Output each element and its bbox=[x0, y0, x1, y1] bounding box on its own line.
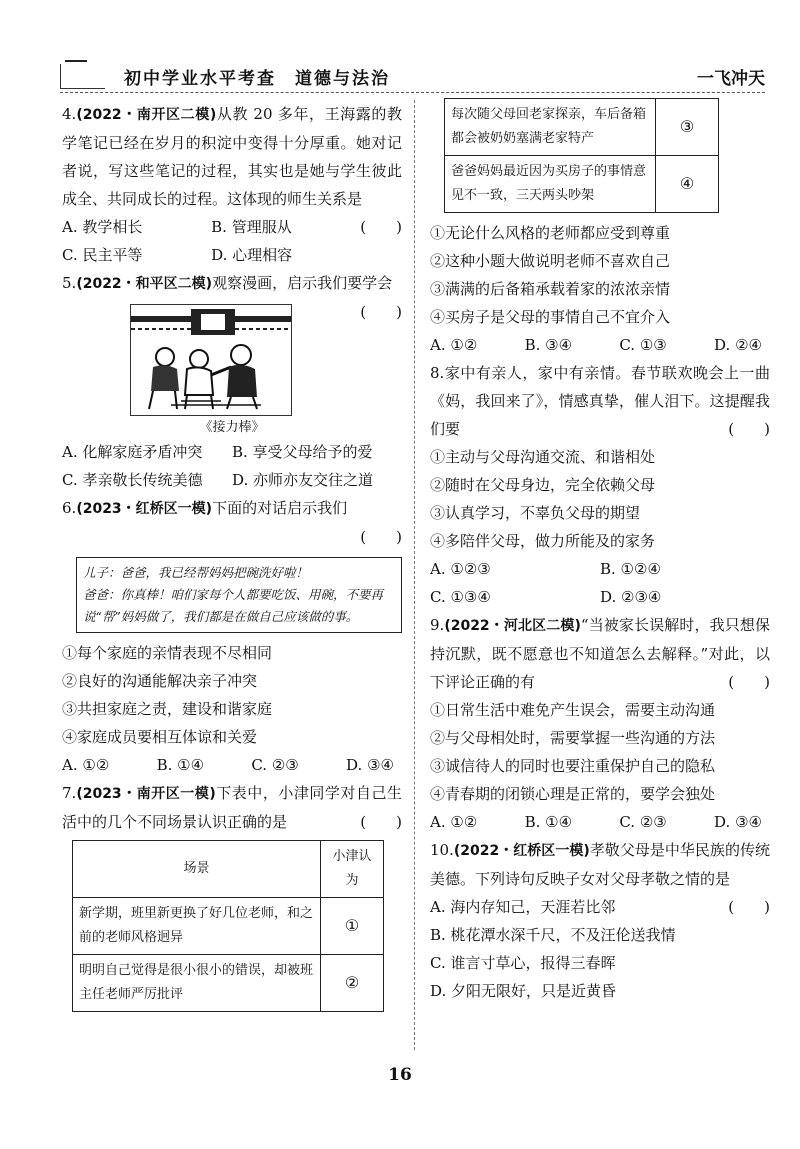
table-row bbox=[73, 898, 384, 955]
mark-cell: ④ bbox=[656, 156, 719, 213]
statement-1: ①主动与父母沟通交流、和谐相处 bbox=[430, 448, 656, 466]
relay-baton-cartoon bbox=[130, 304, 292, 416]
mark-cell: ① bbox=[321, 898, 384, 955]
answer-blank: ( ) bbox=[360, 813, 402, 831]
option-b: B. 管理服从 bbox=[211, 218, 292, 236]
table-row bbox=[73, 955, 384, 1012]
left-column bbox=[62, 100, 402, 1012]
statement-3: ③诚信待人的同时也要注重保护自己的隐私 bbox=[430, 757, 716, 775]
question-6-stem: 6.(2023・红桥区一模)下面的对话启示我们 bbox=[62, 499, 348, 517]
question-7-stem: 7.(2023・南开区一模)下表中，小津同学对自己生活中的几个不同场景认识正确的是 ( ) bbox=[62, 779, 402, 836]
question-4-stem: 4.(2022・南开区二模)从教 20 多年，王海露的教学笔记已经在岁月的积淀中变得十分厚重。她对记者说，写这些笔记的过程，其实也是她与学生彼此成全、共同成长的过程。这体现的师生关系是 ( ) bbox=[62, 100, 402, 213]
option-b: B. ①④ bbox=[524, 813, 573, 831]
statement-4: ④买房子是父母的事情自己不宜介入 bbox=[430, 308, 671, 326]
option-c: C. 民主平等 bbox=[62, 246, 143, 264]
scene-cell: 明明自己觉得是很小很小的错误，却被班主任老师严厉批评 bbox=[73, 955, 321, 1012]
option-b: B. 桃花潭水深千尺，不及汪伦送我情 bbox=[430, 926, 676, 944]
option-d: D. 心理相容 bbox=[211, 246, 293, 264]
table-row bbox=[445, 99, 719, 156]
option-c: C. ①③④ bbox=[430, 588, 491, 606]
statement-3: ③满满的后备箱承载着家的浓浓亲情 bbox=[430, 280, 671, 298]
option-b: B. ①②④ bbox=[600, 560, 661, 578]
question-9-stem: 9.(2022・河北区二模)“当被家长误解时，我只想保持沉默，既不愿意也不知道怎么去解释。”对此，以下评论正确的有 ( ) bbox=[430, 611, 770, 696]
option-c: C. ①③ bbox=[619, 336, 667, 354]
question-4 bbox=[62, 100, 402, 269]
answer-blank: ( ) bbox=[360, 218, 402, 236]
scene-cell: 每次随父母回老家探亲，车后备箱都会被奶奶塞满老家特产 bbox=[445, 99, 656, 156]
table-header-row bbox=[73, 841, 384, 898]
scene-cell: 爸爸妈妈最近因为买房子的事情意见不一致，三天两头吵架 bbox=[445, 156, 656, 213]
column-divider bbox=[414, 100, 415, 1050]
question-5-stem: 5.(2022・和平区二模)观察漫画，启示我们要学会 ( ) bbox=[62, 269, 402, 298]
question-10-source: (2022・红桥区一模) bbox=[453, 843, 590, 859]
question-7-source: (2023・南开区一模) bbox=[76, 786, 216, 802]
question-6-paren-line bbox=[62, 523, 402, 551]
statement-1: ①日常生活中难免产生误会，需要主动沟通 bbox=[430, 701, 716, 719]
option-d: D. ③④ bbox=[346, 756, 394, 774]
question-5-options bbox=[62, 438, 402, 494]
option-a: A. ①② bbox=[430, 813, 478, 831]
question-6 bbox=[62, 494, 402, 779]
statement-4: ④多陪伴父母，做力所能及的家务 bbox=[430, 532, 656, 550]
mark-cell: ③ bbox=[656, 99, 719, 156]
right-column bbox=[430, 100, 770, 1005]
answer-blank: ( ) bbox=[728, 420, 770, 438]
question-10 bbox=[430, 836, 770, 1005]
question-5-source: (2022・和平区二模) bbox=[76, 276, 213, 292]
question-6-options bbox=[62, 751, 402, 779]
option-a: A. 海内存知己，天涯若比邻 bbox=[430, 898, 616, 916]
mark-cell: ② bbox=[321, 955, 384, 1012]
option-c: C. ②③ bbox=[619, 813, 667, 831]
option-a: A. ①② bbox=[430, 336, 478, 354]
option-d: D. ③④ bbox=[714, 813, 762, 831]
statement-2: ②随时在父母身边，完全依赖父母 bbox=[430, 476, 656, 494]
question-4-source: (2022・南开区二模) bbox=[76, 107, 217, 123]
option-a: A. 化解家庭矛盾冲突 bbox=[62, 443, 203, 461]
option-d: D. 亦师亦友交往之道 bbox=[232, 471, 374, 489]
page-header bbox=[60, 62, 765, 92]
question-8-stem: 8.家中有亲人，家中有亲情。春节联欢晚会上一曲《妈，我回来了》，情感真挚，催人泪下。这提醒我们要 ( ) bbox=[430, 359, 770, 443]
dialogue-box bbox=[76, 557, 402, 633]
option-d: D. ②④ bbox=[714, 336, 762, 354]
statement-3: ③认真学习，不辜负父母的期望 bbox=[430, 504, 641, 522]
scene-cell: 新学期，班里新更换了好几位老师，和之前的老师风格迥异 bbox=[73, 898, 321, 955]
statement-3: ③共担家庭之责，建设和谐家庭 bbox=[62, 700, 273, 718]
statement-4: ④青春期的闭锁心理是正常的，要学会独处 bbox=[430, 785, 716, 803]
statement-4: ④家庭成员要相互体谅和关爱 bbox=[62, 728, 258, 746]
option-d: D. ②③④ bbox=[600, 588, 662, 606]
cartoon-image-icon bbox=[131, 305, 291, 415]
question-9-source: (2022・河北区二模) bbox=[444, 618, 581, 634]
statement-2: ②这种小题大做说明老师不喜欢自己 bbox=[430, 252, 671, 270]
scene-table-continued bbox=[444, 98, 719, 213]
table-row bbox=[445, 156, 719, 213]
page-number: 16 bbox=[388, 1065, 412, 1085]
question-4-options bbox=[62, 213, 360, 269]
option-b: B. 享受父母给予的爱 bbox=[232, 443, 373, 461]
answer-blank: ( ) bbox=[360, 303, 402, 321]
answer-blank: ( ) bbox=[360, 528, 402, 546]
statement-1: ①每个家庭的亲情表现不尽相同 bbox=[62, 644, 273, 662]
answer-blank: ( ) bbox=[728, 673, 770, 691]
question-6-source: (2023・红桥区一模) bbox=[76, 501, 213, 517]
header-title: 初中学业水平考查 道德与法治 bbox=[124, 69, 390, 89]
question-8 bbox=[430, 359, 770, 611]
cartoon-caption: 《接力棒》 bbox=[199, 420, 265, 435]
statement-1: ①无论什么风格的老师都应受到尊重 bbox=[430, 224, 671, 242]
option-c: C. 孝亲敬长传统美德 bbox=[62, 471, 203, 489]
option-a: A. 教学相长 bbox=[62, 218, 143, 236]
question-9-options bbox=[430, 808, 770, 836]
option-b: B. ③④ bbox=[524, 336, 573, 354]
question-9 bbox=[430, 611, 770, 836]
option-a: A. ①②③ bbox=[430, 560, 491, 578]
option-b: B. ①④ bbox=[156, 756, 205, 774]
question-8-options bbox=[430, 555, 770, 611]
statement-2: ②与父母相处时，需要掌握一些沟通的方法 bbox=[430, 729, 716, 747]
table-header-scene: 场景 bbox=[73, 841, 321, 898]
option-c: C. ②③ bbox=[251, 756, 299, 774]
dialogue-line-son: 儿子：爸爸，我已经帮妈妈把碗洗好啦！ bbox=[83, 565, 309, 580]
option-c: C. 谁言寸草心，报得三春晖 bbox=[430, 954, 616, 972]
table-header-opinion: 小津认为 bbox=[321, 841, 384, 898]
header-logo-icon bbox=[60, 64, 105, 89]
dialogue-line-father: 爸爸：你真棒！咱们家每个人都要吃饭、用碗，不要再说“帮”妈妈做了，我们都是在做自己应该做的事。 bbox=[83, 587, 384, 624]
statement-2: ②良好的沟通能解决亲子冲突 bbox=[62, 672, 258, 690]
header-brand: 一飞冲天 bbox=[697, 69, 765, 89]
answer-blank: ( ) bbox=[728, 898, 770, 916]
question-7 bbox=[62, 779, 402, 1012]
scene-table bbox=[72, 840, 384, 1012]
question-10-stem: 10.(2022・红桥区一模)孝敬父母是中华民族的传统美德。下列诗句反映子女对父母孝敬之情的是 ( ) bbox=[430, 836, 770, 893]
header-rule bbox=[60, 92, 765, 93]
question-7-options bbox=[430, 331, 770, 359]
question-5 bbox=[62, 269, 402, 494]
option-a: A. ①② bbox=[62, 756, 110, 774]
option-d: D. 夕阳无限好，只是近黄昏 bbox=[430, 982, 617, 1000]
